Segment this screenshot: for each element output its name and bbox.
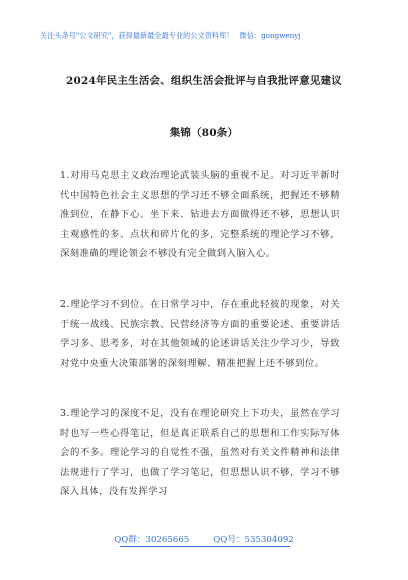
paragraph-3: 3.理论学习的深度不足，没有在理论研究上下功夫，虽然在学习时也写一些心得笔记，但是真正联系自己的思想和工作实际写体会的不多。理论学习的自觉性不强，虽然对有关文件精神和法律法规进行了学习，也做了学习笔记，但思想认识不够，学习不够深入具体，没有发挥学习 (60, 408, 340, 498)
footer-contact (0, 533, 408, 545)
footer-qq-number: QQ号：535304092 (213, 535, 294, 545)
document-title: 2024年民主生活会、组织生活会批评与自我批评意见建议 (65, 75, 342, 87)
footer-qq-group: QQ群：30265665 (114, 535, 190, 545)
paragraph-3-container (0, 400, 408, 522)
banner-wechat-text: 微信：gongwenyj (239, 31, 301, 40)
footer-underline (120, 546, 290, 547)
document-subtitle: 集锦（80条） (169, 127, 239, 139)
paragraph-1: 1.对用马克思主义政治理论武装头脑的重视不足。对习近平新时代中国特色社会主义思想的学习还不够全面系统，把握还不够精准到位，在静下心、坐下来、钻进去方面做得还不够，思想认识主观感性的多、点状和碎片化的多，完整系统的理论学习不够，深刻准确的理论领会不够没有完全做到入脑入心。 (60, 170, 340, 260)
header-banner (40, 30, 380, 41)
paragraph-2: 2.理论学习不到位。在日常学习中，存在重此轻彼的现象，对关于统一战线、民族宗教、民营经济等方面的重要论述、重要讲话学习多、思考多，对在其他领域的论述讲话关注少学习少，导致对党中央重大决策部署的深刻理解、精准把握上还不够到位。 (60, 299, 340, 369)
banner-promo-text: 关注头条号"公文研究"，获得最新最全最专业的公文资料库！ (40, 31, 234, 40)
